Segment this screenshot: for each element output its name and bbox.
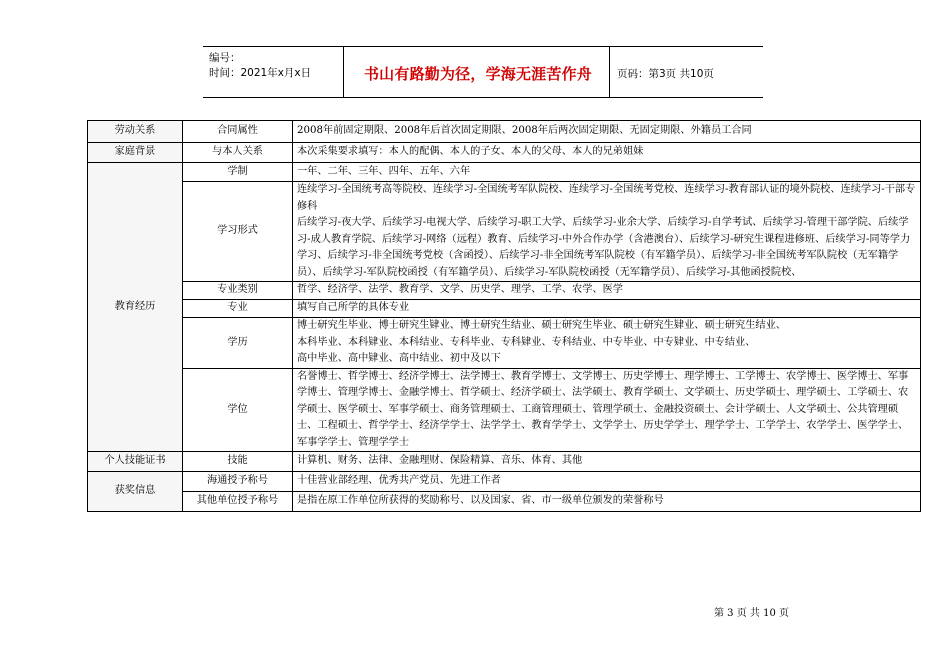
- category-cell: 教育经历: [88, 163, 183, 452]
- field-cell: 合同属性: [183, 121, 293, 143]
- value-cell: 一年、二年、三年、四年、五年、六年: [293, 163, 921, 182]
- value-line: 博士研究生毕业、博士研究生肄业、博士研究生结业、硕士研究生毕业、硕士研究生肄业、硕士研究生结业、: [297, 320, 786, 331]
- value-cell: 本次采集要求填写：本人的配偶、本人的子女、本人的父母、本人的兄弟姐妹: [293, 143, 921, 163]
- table-row: [88, 492, 921, 512]
- field-cell: 学习形式: [183, 182, 293, 282]
- value-cell: 哲学、经济学、法学、教育学、文学、历史学、理学、工学、农学、医学: [293, 282, 921, 300]
- table-row: [88, 282, 921, 300]
- table-row: [88, 368, 921, 452]
- field-cell: 海通授予称号: [183, 472, 293, 492]
- value-cell: 2008年前固定期限、2008年后首次固定期限、2008年后两次固定期限、无固定期限、外籍员工合同: [293, 121, 921, 143]
- field-cell: 学制: [183, 163, 293, 182]
- page-footer: 第 3 页 共 10 页: [714, 608, 789, 619]
- table-row: [88, 143, 921, 163]
- field-cell: 专业类别: [183, 282, 293, 300]
- value-cell: [293, 318, 921, 369]
- header-page-number: 页码：第3页 共10页: [617, 68, 714, 80]
- page-header: [203, 46, 763, 98]
- doc-number-label: 编号：: [209, 52, 241, 64]
- value-cell: 十佳营业部经理、优秀共产党员、先进工作者: [293, 472, 921, 492]
- value-cell: [293, 182, 921, 282]
- category-cell: 个人技能证书: [88, 452, 183, 472]
- value-line: 本科毕业、本科肄业、本科结业、专科毕业、专科肄业、专科结业、中专毕业、中专肄业、中专结业、: [297, 336, 756, 348]
- value-cell: 计算机、财务、法律、金融理财、保险精算、音乐、体育、其他: [293, 452, 921, 472]
- table-row: [88, 300, 921, 318]
- category-cell: 劳动关系: [88, 121, 183, 143]
- value-cell: 名誉博士、哲学博士、经济学博士、法学博士、教育学博士、文学博士、历史学博士、理学博士、工学博士、农学博士、医学博士、军事学博士、管理学博士、金融学博士、哲学硕士、经济学硕士、法学硕士、教育学硕士、文学硕士、历史学硕士、理学硕士、工学硕士、农学硕士、医学硕士、军事学硕士、商务管理硕士、工商管理硕士、管理学硕士、金融投资硕士、会计学硕士、人文学硕士、公共管理硕士、工程硕士、哲学学士、经济学学士、法学学士、教育学学士、文学学士、历史学学士、理学学士、工学学士、农学学士、医学学士、军事学学士、管理学学士: [293, 368, 921, 452]
- table-row: [88, 452, 921, 472]
- header-motto: 书山有路勤为径，学海无涯苦作舟: [363, 65, 592, 83]
- table-row: [88, 121, 921, 143]
- header-divider: [609, 46, 610, 98]
- table-row: [88, 318, 921, 369]
- category-cell: 获奖信息: [88, 472, 183, 512]
- field-cell: 学位: [183, 368, 293, 452]
- doc-time-label: 时间：2021年x月x日: [209, 67, 312, 79]
- value-line: 连续学习-全国统考高等院校、连续学习-全国统考军队院校、连续学习-全国统考党校、连续学习-教育部认证的境外院校、连续学习-干部专修科: [297, 184, 916, 212]
- value-cell: 填写自己所学的具体专业: [293, 300, 921, 318]
- value-line: 后续学习-夜大学、后续学习-电视大学、后续学习-职工大学、后续学习-业余大学、后续学习-自学考试、后续学习-管理干部学院、后续学习-成人教育学院、后续学习-网络（远程）教育、后续学习-中外合作办学（含港澳台）、后续学习-研究生课程进修班、后续学习-同等学力学习、后续学习-非全国统考党校（含函授）、后续学习-非全国统考军队院校（有军籍学员）、后续学习-非全国统考军队院校（无军籍学员）、后续学习-军队院校函授（有军籍学员）、后续学习-军队院校函授（无军籍学员）、后续学习-其他函授院校、: [297, 217, 911, 278]
- field-cell: 学历: [183, 318, 293, 369]
- header-bottom-rule: [203, 97, 763, 98]
- category-cell: 家庭背景: [88, 143, 183, 163]
- table-row: [88, 182, 921, 282]
- employee-field-table: [87, 120, 921, 512]
- field-cell: 技能: [183, 452, 293, 472]
- header-top-rule: [203, 46, 763, 47]
- value-line: 高中毕业、高中肄业、高中结业、初中及以下: [297, 353, 501, 364]
- header-divider: [343, 46, 344, 98]
- field-cell: 专业: [183, 300, 293, 318]
- table-row: [88, 472, 921, 492]
- table-row: [88, 163, 921, 182]
- header-meta: [209, 51, 311, 81]
- value-cell: 是指在原工作单位所获得的奖励称号、以及国家、省、市一级单位颁发的荣誉称号: [293, 492, 921, 512]
- field-cell: 与本人关系: [183, 143, 293, 163]
- field-cell: 其他单位授予称号: [183, 492, 293, 512]
